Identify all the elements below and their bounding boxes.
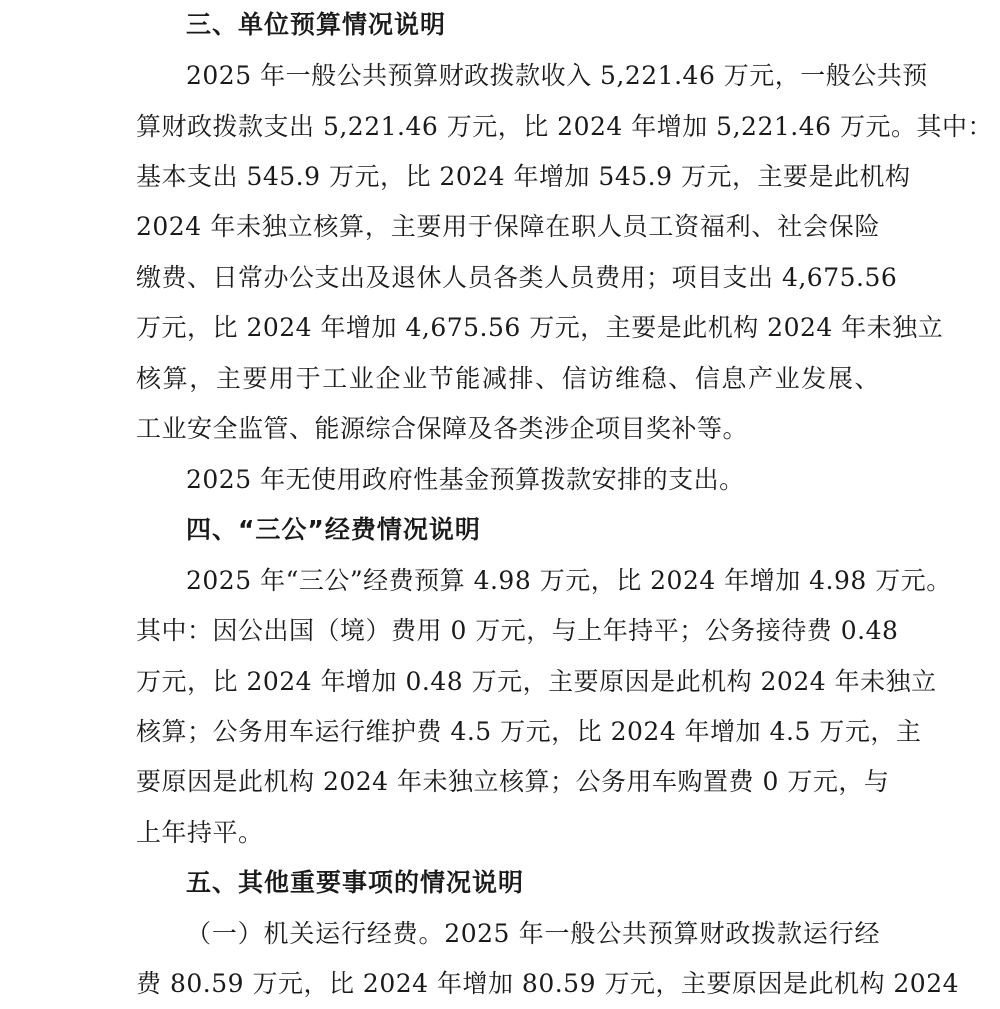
paragraph-line: 万元，比 2024 年增加 4,675.56 万元，主要是此机构 2024 年未独立 (136, 313, 944, 342)
paragraph-line: 工业安全监管、能源综合保障及各类涉企项目奖补等。 (136, 414, 749, 443)
paragraph-line: 费 80.59 万元，比 2024 年增加 80.59 万元，主要原因是此机构 2024 (136, 969, 960, 998)
paragraph-line: 核算；公务用车运行维护费 4.5 万元，比 2024 年增加 4.5 万元，主 (136, 717, 922, 746)
paragraph-line: 其中：因公出国（境）费用 0 万元，与上年持平；公务接待费 0.48 (136, 616, 899, 645)
paragraph-line: 2025 年“三公”经费预算 4.98 万元，比 2024 年增加 4.98 万元。 (186, 566, 952, 595)
paragraph-line: 缴费、日常办公支出及退休人员各类人员费用；项目支出 4,675.56 (136, 263, 898, 292)
section-4-heading: 四、“三公”经费情况说明 (186, 515, 481, 544)
section-3-heading: 三、单位预算情况说明 (186, 10, 447, 39)
section-5-heading: 五、其他重要事项的情况说明 (186, 868, 525, 897)
paragraph-line: 2024 年未独立核算，主要用于保障在职人员工资福利、社会保险 (136, 212, 880, 241)
paragraph-line: 2025 年一般公共预算财政拨款收入 5,221.46 万元，一般公共预 (186, 61, 928, 90)
paragraph-line: 基本支出 545.9 万元，比 2024 年增加 545.9 万元，主要是此机构 (136, 162, 911, 191)
paragraph-line: 要原因是此机构 2024 年未独立核算；公务用车购置费 0 万元，与 (136, 767, 890, 796)
paragraph-line: 上年持平。 (136, 818, 264, 847)
paragraph-line: 核算，主要用于工业企业节能减排、信访维稳、信息产业发展、 (136, 364, 880, 393)
paragraph-line: 算财政拨款支出 5,221.46 万元，比 2024 年增加 5,221.46 万元。其中： (136, 112, 993, 141)
paragraph-line: （一）机关运行经费。2025 年一般公共预算财政拨款运行经 (186, 919, 880, 948)
paragraph-line: 万元，比 2024 年增加 0.48 万元，主要原因是此机构 2024 年未独立 (136, 667, 937, 696)
fund-budget-line: 2025 年无使用政府性基金预算拨款安排的支出。 (186, 465, 745, 494)
